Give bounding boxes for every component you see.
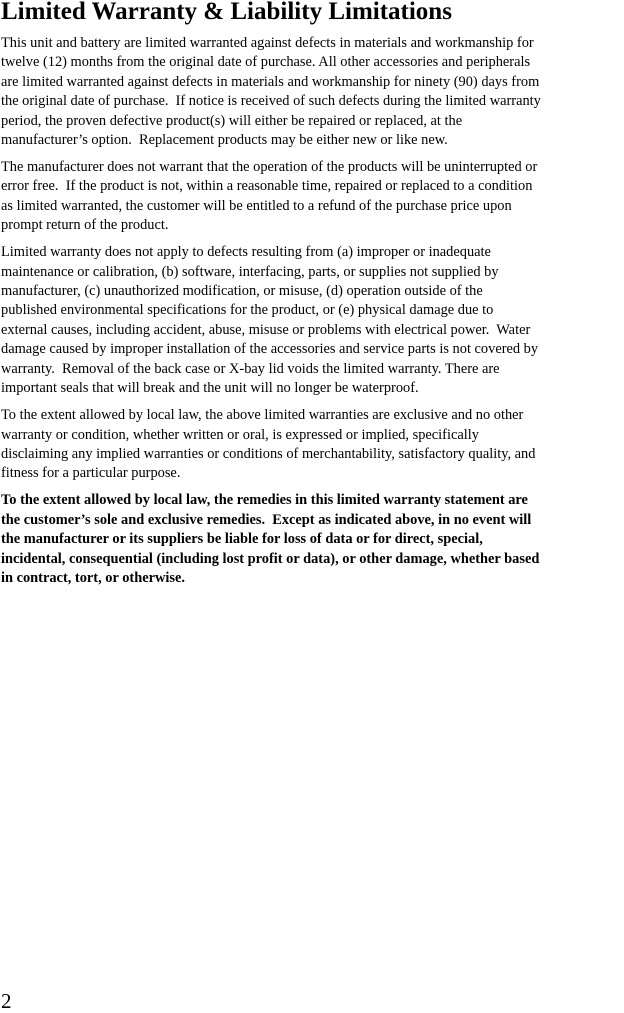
text-line: the original date of purchase. If notice is received of such defects during the limited warranty	[1, 93, 541, 110]
text-line: The manufacturer does not warrant that the operation of the products will be uninterrupted or	[1, 159, 538, 176]
paragraph-warranty-period	[1, 34, 624, 150]
paragraph-liability-limitation	[1, 491, 624, 588]
text-line: warranty or condition, whether written or oral, is expressed or implied, specifically	[1, 426, 479, 443]
text-line: the manufacturer or its suppliers be liable for loss of data or for direct, special,	[1, 531, 483, 548]
text-line: Limited warranty does not apply to defects resulting from (a) improper or inadequate	[1, 244, 491, 261]
text-line: disclaiming any implied warranties or conditions of merchantability, satisfactory quality, and	[1, 445, 536, 462]
text-line: damage caused by improper installation of the accessories and service parts is not covered by	[1, 341, 539, 358]
text-line: period, the proven defective product(s) will either be repaired or replaced, at the	[1, 112, 463, 129]
text-line: error free. If the product is not, within a reasonable time, repaired or replaced to a condition	[1, 178, 533, 195]
text-line: To the extent allowed by local law, the remedies in this limited warranty statement are	[1, 492, 528, 509]
text-line: the customer’s sole and exclusive remedies. Except as indicated above, in no event will	[1, 511, 532, 528]
text-line: warranty. Removal of the back case or X-bay lid voids the limited warranty. There are	[1, 360, 500, 377]
text-line: This unit and battery are limited warranted against defects in materials and workmanship for	[1, 35, 534, 51]
text-line: incidental, consequential (including lost profit or data), or other damage, whether based	[1, 550, 540, 567]
paragraph-no-warranty-uninterrupted	[1, 158, 624, 236]
text-line: external causes, including accident, abuse, misuse or problems with electrical power. Water	[1, 321, 531, 338]
text-line: important seals that will break and the unit will no longer be waterproof.	[1, 380, 419, 397]
text-line: manufacturer, (c) unauthorized modification, or misuse, (d) operation outside of the	[1, 283, 483, 300]
text-line: published environmental specifications for the product, or (e) physical damage due to	[1, 302, 494, 319]
body-text	[1, 34, 624, 596]
paragraph-exclusive-warranties	[1, 406, 624, 484]
text-line: prompt return of the product.	[1, 217, 169, 234]
text-line: manufacturer’s option. Replacement products may be either new or like new.	[1, 132, 448, 149]
text-line: as limited warranted, the customer will be entitled to a refund of the purchase price upon	[1, 197, 512, 214]
paragraph-exclusions	[1, 243, 624, 398]
text-line: are limited warranted against defects in materials and workmanship for ninety (90) days from	[1, 73, 540, 90]
text-line: maintenance or calibration, (b) software, interfacing, parts, or supplies not supplied by	[1, 263, 499, 280]
text-line: in contract, tort, or otherwise.	[1, 569, 185, 586]
page-number: 2	[1, 989, 12, 1013]
text-line: To the extent allowed by local law, the above limited warranties are exclusive and no other	[1, 407, 524, 424]
text-line: fitness for a particular purpose.	[1, 465, 181, 482]
text-line: twelve (12) months from the original date of purchase. All other accessories and peripherals	[1, 54, 531, 71]
page-title: Limited Warranty & Liability Limitations	[1, 0, 452, 25]
